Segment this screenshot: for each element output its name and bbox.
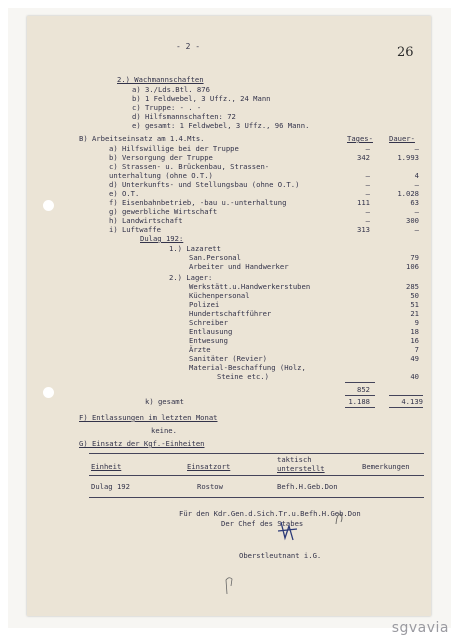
table-bottom-rule — [89, 497, 424, 498]
table-top-rule — [89, 453, 424, 454]
b-row-label: b) Versorgung der Truppe — [109, 153, 213, 162]
double-rule — [345, 407, 375, 408]
lager-item: Hundertschaftführer — [189, 309, 272, 318]
signature-line-3: Oberstleutnant i.G. — [239, 551, 322, 560]
lager-item: Steine etc.) — [217, 372, 269, 381]
col-unterstellt: unterstellt — [277, 464, 325, 473]
s2-line-b: b) 1 Feldwebel, 3 Uffz., 24 Mann — [132, 94, 271, 103]
b-row-dauer: 1.993 — [397, 153, 419, 162]
lager-value: 21 — [410, 309, 419, 318]
section-f-value: keine. — [151, 426, 177, 435]
subtotal-value: 852 — [357, 385, 370, 394]
b-row-label: a) Hilfswillige bei der Truppe — [109, 144, 239, 153]
lazarett-value: 106 — [406, 262, 419, 271]
s2-line-a: a) 3./Lds.Btl. 876 — [132, 85, 210, 94]
section-f-title: F) Entlassungen im letzten Monat — [79, 413, 218, 422]
b-row-tage: 111 — [357, 198, 370, 207]
b-row-dauer: — — [414, 207, 419, 216]
watermark-logo: sgvavia — [391, 620, 449, 636]
total-dauer: 4.139 — [401, 397, 423, 406]
punch-hole — [43, 387, 54, 398]
b-row-tage: — — [365, 144, 370, 153]
lager-item: Entlausung — [189, 327, 233, 336]
section-g-title: G) Einsatz der Kgf.-Einheiten — [79, 439, 205, 448]
total-tage: 1.188 — [348, 397, 370, 406]
pencil-mark — [223, 574, 235, 596]
b-row-dauer: 4 — [414, 171, 419, 180]
section-b-title: B) Arbeitseinsatz am 1.4.Mts. — [79, 134, 205, 143]
col-header-dauer: Dauer- — [389, 134, 415, 143]
b-row-label: i) Luftwaffe — [109, 225, 161, 234]
page-number: 26 — [397, 45, 414, 60]
lazarett-value: 79 — [410, 253, 419, 262]
dulag-heading: Dulag 192: — [140, 234, 184, 243]
col-einheit: Einheit — [91, 462, 122, 471]
lager-value: 18 — [410, 327, 419, 336]
lager-value: 285 — [406, 282, 419, 291]
lager-item: Ärzte — [189, 345, 211, 354]
lager-value: 50 — [410, 291, 419, 300]
b-row-tage: — — [365, 171, 370, 180]
signature-line-2: Der Chef des Stabes — [221, 519, 304, 528]
b-row-dauer: 1.028 — [397, 189, 419, 198]
lager-value: 40 — [410, 372, 419, 381]
lager-item: Polizei — [189, 300, 220, 309]
s2-line-e: e) gesamt: 1 Feldwebel, 3 Uffz., 96 Mann. — [132, 121, 310, 130]
section-2-title: 2.) Wachmannschaften — [117, 75, 204, 84]
lager-heading: 2.) Lager: — [169, 273, 213, 282]
col-einsatzort: Einsatzort — [187, 462, 231, 471]
b-row-label: c) Strassen- u. Brückenbau, Strassen- — [109, 162, 270, 171]
cell-einsatzort: Rostow — [197, 482, 223, 491]
b-row-tage: — — [365, 180, 370, 189]
lager-value: 51 — [410, 300, 419, 309]
punch-hole — [43, 200, 54, 211]
lazarett-item: San.Personal — [189, 253, 241, 262]
lager-value: 49 — [410, 354, 419, 363]
b-row-label: g) gewerbliche Wirtschaft — [109, 207, 218, 216]
lager-item: Werkstätt.u.Handwerkerstuben — [189, 282, 311, 291]
total-label: k) gesamt — [145, 397, 184, 406]
lager-item: Sanitäter (Revier) — [189, 354, 267, 363]
lager-item: Entwesung — [189, 336, 228, 345]
b-row-tage: — — [365, 216, 370, 225]
lager-value: 7 — [414, 345, 419, 354]
b-row-tage: — — [365, 189, 370, 198]
double-rule — [389, 407, 423, 408]
b-row-dauer: — — [414, 144, 419, 153]
b-row-tage: 342 — [357, 153, 370, 162]
document-page — [27, 16, 431, 616]
cell-einheit: Dulag 192 — [91, 482, 130, 491]
cell-taktisch: Befh.H.Geb.Don — [277, 482, 338, 491]
lager-value: 16 — [410, 336, 419, 345]
handwritten-signature — [275, 516, 305, 546]
lager-value: 9 — [414, 318, 419, 327]
b-row-tage: 313 — [357, 225, 370, 234]
b-row-label: e) O.T. — [109, 189, 140, 198]
b-row-dauer: 300 — [406, 216, 419, 225]
b-row-label: h) Landwirtschaft — [109, 216, 183, 225]
s2-line-d: d) Hilfsmannschaften: 72 — [132, 112, 236, 121]
page-header: - 2 - — [176, 42, 201, 51]
b-row-label: d) Unterkunfts- und Stellungsbau (ohne O.T.) — [109, 180, 300, 189]
b-row-dauer: 63 — [410, 198, 419, 207]
pencil-mark — [333, 510, 345, 526]
lazarett-item: Arbeiter und Handwerker — [189, 262, 289, 271]
lazarett-heading: 1.) Lazarett — [169, 244, 221, 253]
total-rule-tage — [345, 395, 375, 396]
lager-item: Küchenpersonal — [189, 291, 250, 300]
col-bemerkungen: Bemerkungen — [362, 462, 410, 471]
lager-item: Schreiber — [189, 318, 228, 327]
subtotal-rule — [345, 382, 375, 383]
total-rule-dauer — [389, 395, 423, 396]
table-header-rule — [89, 475, 424, 476]
col-taktisch: taktisch — [277, 455, 312, 464]
b-row-label: unterhaltung (ohne O.T.) — [109, 171, 213, 180]
b-row-dauer: — — [414, 180, 419, 189]
signature-line-1: Für den Kdr.Gen.d.Sich.Tr.u.Befh.H.Geb.Don — [179, 509, 361, 518]
b-row-label: f) Eisenbahnbetrieb, -bau u.-unterhaltung — [109, 198, 287, 207]
lager-item: Material-Beschaffung (Holz, — [189, 363, 306, 372]
s2-line-c: c) Truppe: - . - — [132, 103, 202, 112]
b-row-dauer: — — [414, 225, 419, 234]
col-header-tages: Tages- — [347, 134, 373, 143]
b-row-tage: — — [365, 207, 370, 216]
